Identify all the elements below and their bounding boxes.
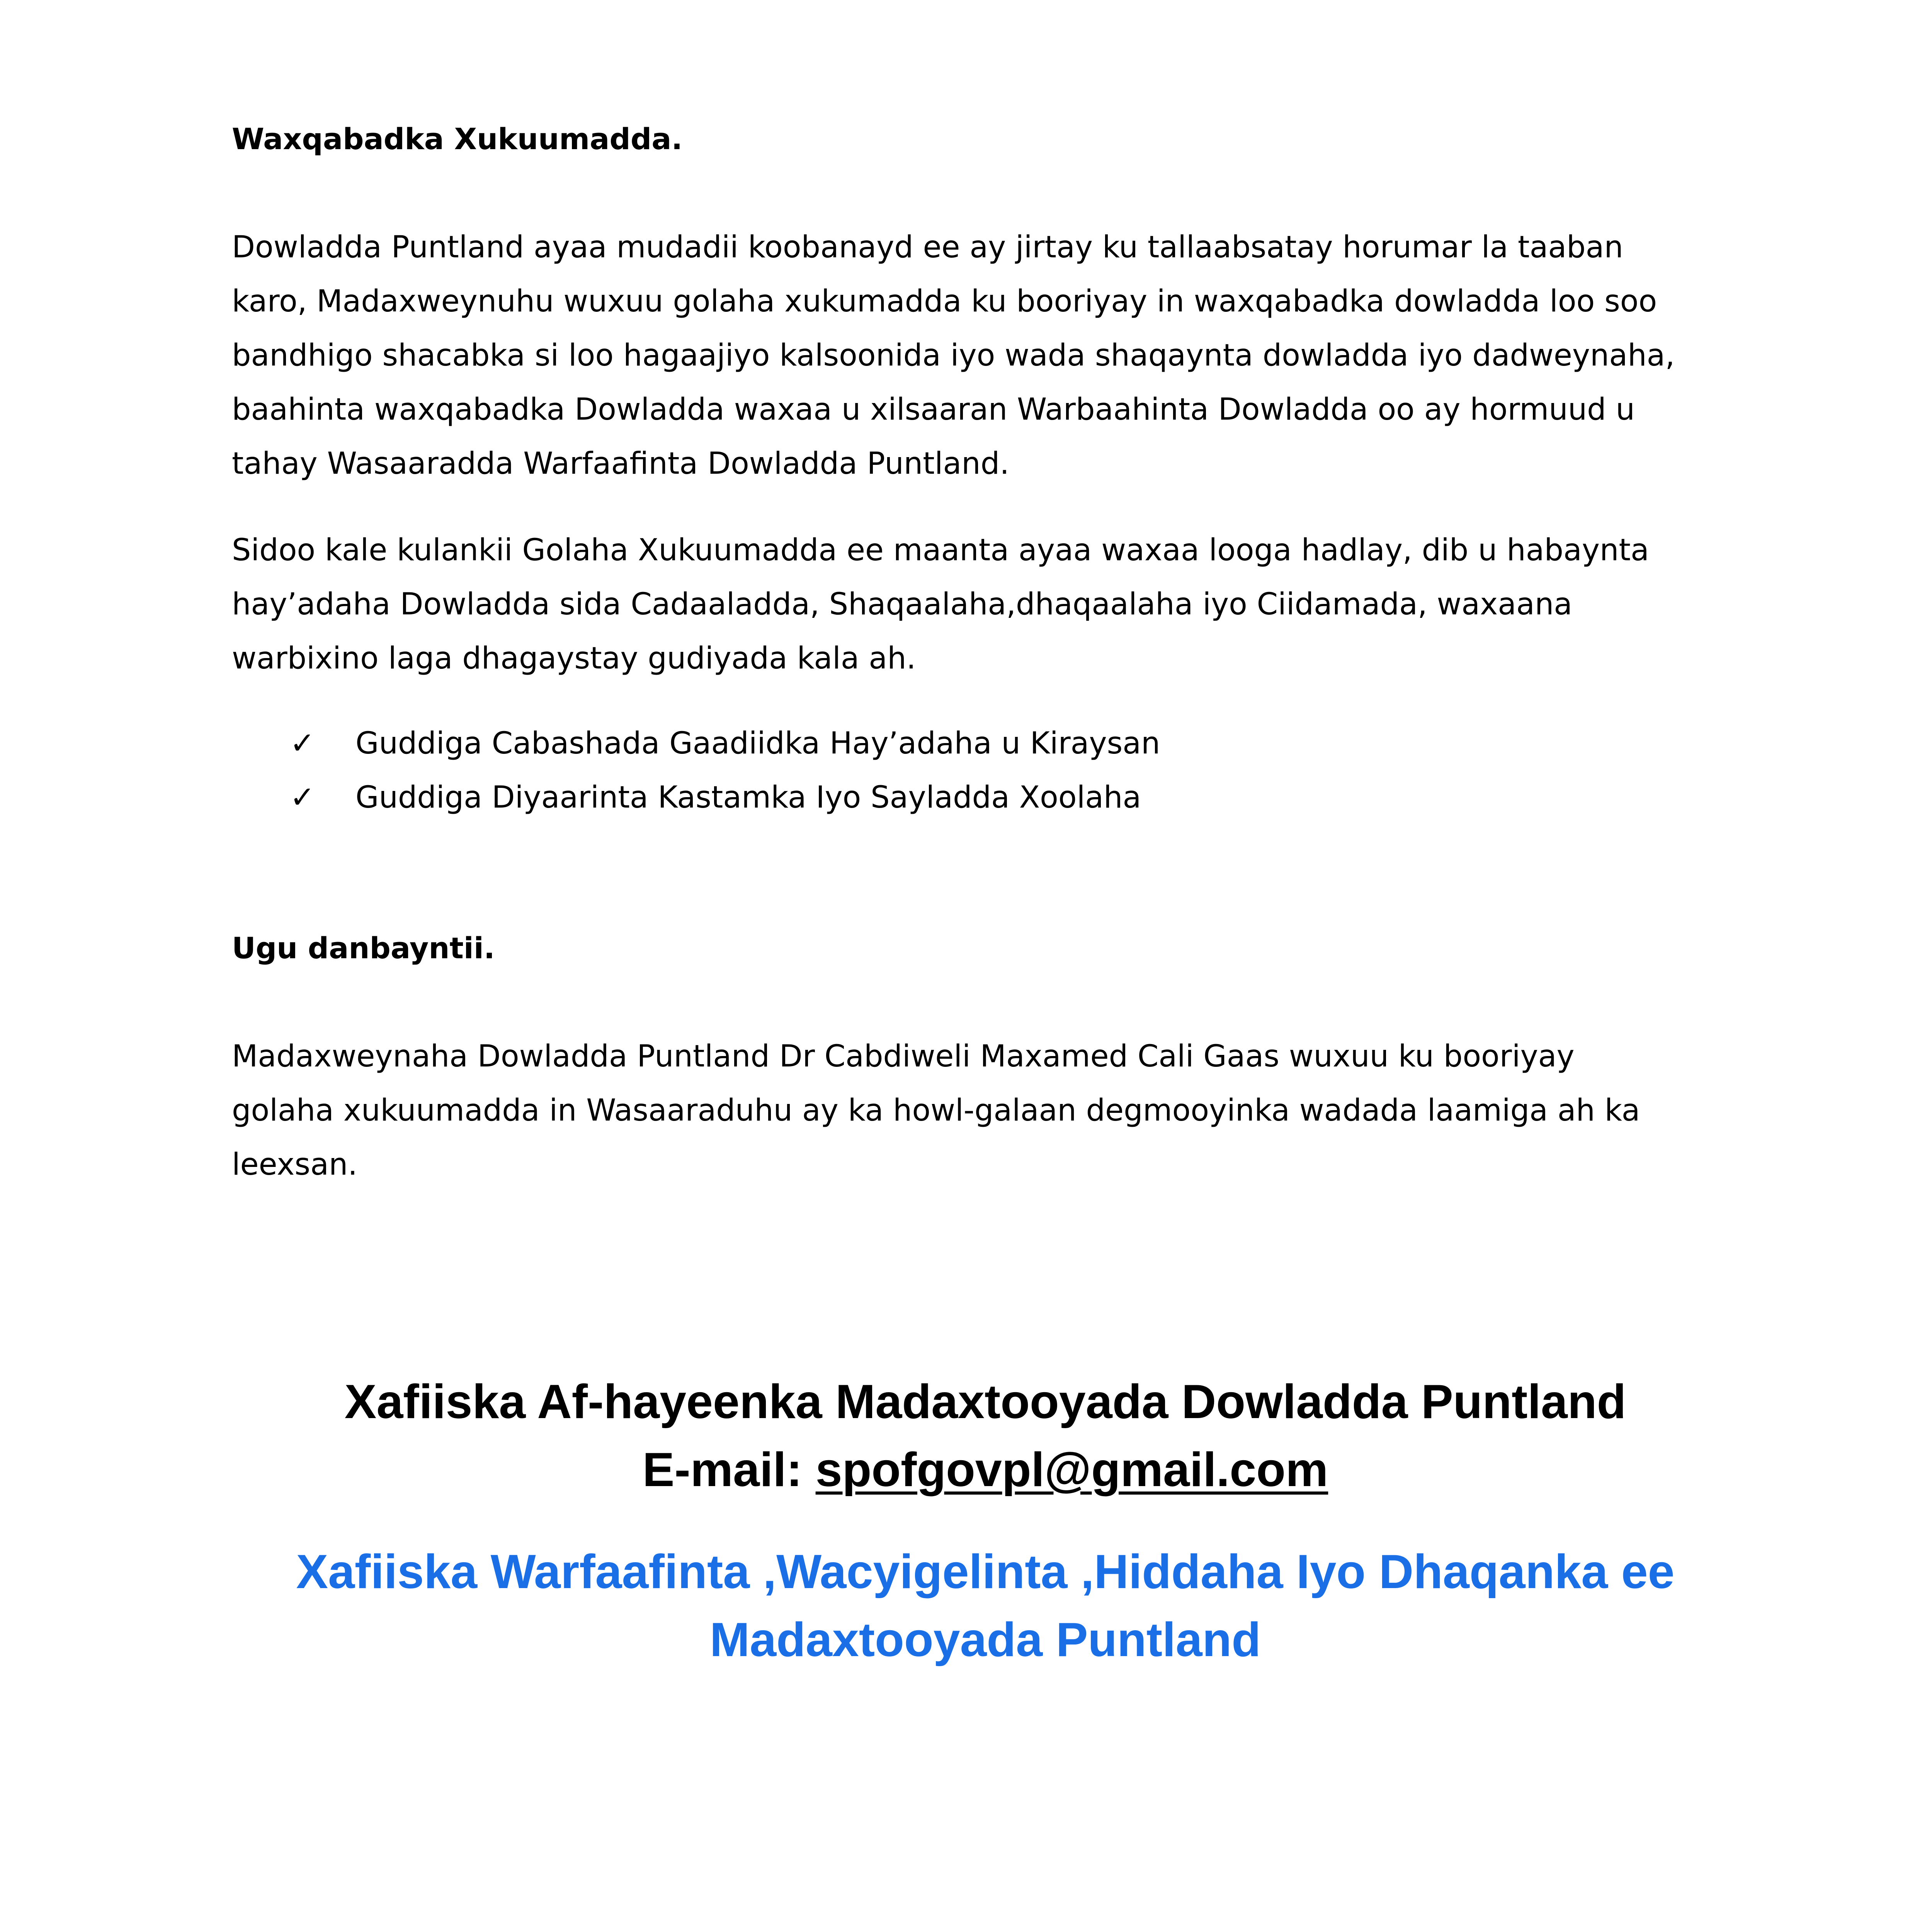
paragraph-line: Sidoo kale kulankii Golaha Xukuumadda ee maanta ayaa waxaa looga hadlay, dib u habaynta [232,533,1649,568]
list-item [232,770,1731,825]
paragraph-line: Madaxweynaha Dowladda Puntland Dr Cabdiweli Maxamed Cali Gaas wuxuu ku booriyay [232,1039,1575,1074]
office-contact-block [155,1368,1816,1504]
list-item-label: Guddiga Cabashada Gaadiidka Hay’adaha u Kiraysan [355,726,1160,761]
email-label: E-mail: [642,1443,816,1497]
list-item [232,716,1731,770]
ministry-title-line: Madaxtooyada Puntland [709,1613,1261,1667]
paragraph-intro [232,220,1731,491]
section-heading-waxqabadka: Waxqabadka Xukuumadda. [232,122,683,156]
paragraph-meeting [232,523,1731,685]
office-title: Xafiiska Af-hayeenka Madaxtooyada Dowladda Puntland [344,1375,1626,1429]
paragraph-line: bandhigo shacabka si loo hagaajiyo kalsoonida iyo wada shaqaynta dowladda iyo dadweynaha, [232,338,1675,373]
ministry-block [155,1538,1816,1674]
paragraph-line: golaha xukuumadda in Wasaaraduhu ay ka howl-galaan degmooyinka wadada laamiga ah ka [232,1093,1640,1128]
checkmark-icon: ✓ [290,780,315,815]
committee-checklist [232,716,1731,825]
document-body [232,112,1731,1192]
email-line [155,1436,1816,1504]
paragraph-line: baahinta waxqabadka Dowladda waxaa u xilsaaran Warbaahinta Dowladda oo ay hormuud u [232,392,1635,427]
paragraph-line: Dowladda Puntland ayaa mudadii koobanayd ee ay jirtay ku tallaabsatay horumar la taaban [232,230,1623,265]
email-link[interactable]: spofgovpl@gmail.com [815,1443,1328,1497]
paragraph-line: warbixino laga dhagaystay gudiyada kala ah. [232,641,916,676]
paragraph-line: karo, Madaxweynuhu wuxuu golaha xukumadda ku booriyay in waxqabadka dowladda loo soo [232,284,1657,319]
section-heading-conclusion: Ugu danbayntii. [232,931,495,965]
paragraph-conclusion [232,1029,1731,1192]
checkmark-icon: ✓ [290,726,315,761]
paragraph-line: hay’adaha Dowladda sida Cadaaladda, Shaqaalaha,dhaqaalaha iyo Ciidamada, waxaana [232,587,1573,622]
list-item-label: Guddiga Diyaarinta Kastamka Iyo Sayladda Xoolaha [355,780,1141,815]
ministry-title-line: Xafiiska Warfaafinta ,Wacyigelinta ,Hiddaha Iyo Dhaqanka ee [296,1545,1675,1599]
paragraph-line: leexsan. [232,1147,358,1182]
paragraph-line: tahay Wasaaradda Warfaafinta Dowladda Puntland. [232,446,1010,481]
